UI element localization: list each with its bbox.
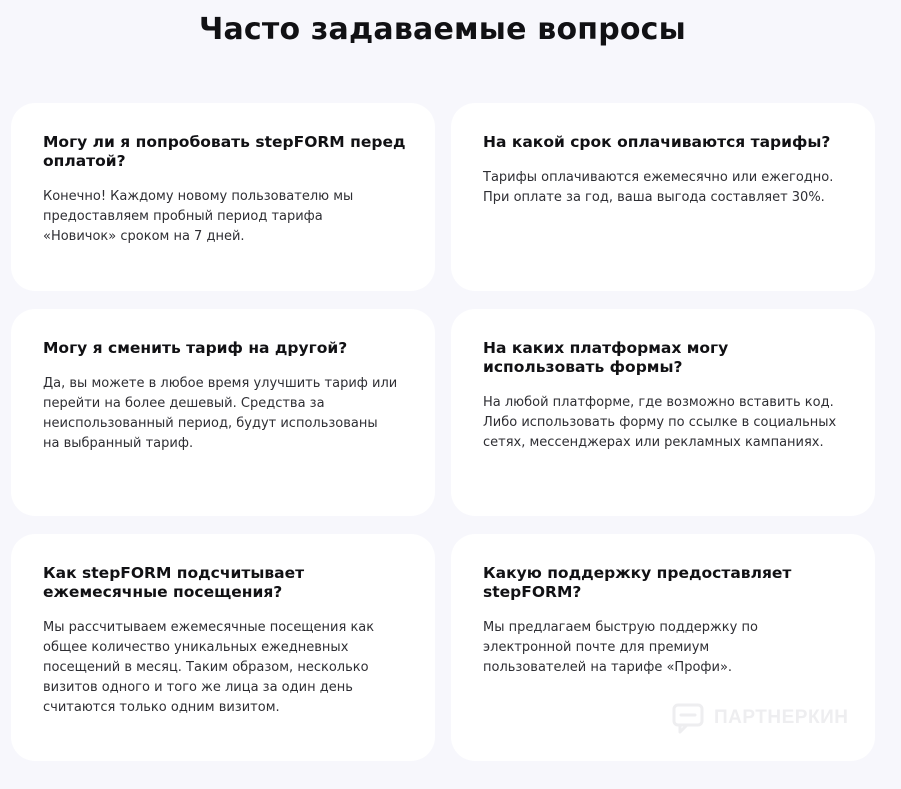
faq-question: На какой срок оплачиваются тарифы? (483, 133, 831, 151)
faq-answer: Да, вы можете в любое время улучшить тариф или перейти на более дешевый. Средства за неиспользованный период, будут использованы на выбранный тариф. (43, 376, 398, 451)
faq-card-visits-count (11, 534, 435, 761)
watermark-text: ПАРТНЕРКИН (714, 707, 849, 728)
faq-question: На каких платформах могу использовать формы? (483, 339, 729, 376)
faq-answer: Мы предлагаем быструю поддержку по электронной почте для премиум пользователей на тарифе «Профи». (483, 620, 758, 675)
page-title: Часто задаваемые вопросы (199, 12, 686, 47)
faq-question: Могу я сменить тариф на другой? (43, 339, 348, 357)
faq-card-platforms (451, 309, 875, 516)
chat-bubble-icon (670, 700, 706, 736)
faq-card-billing-period (451, 103, 875, 291)
faq-question: Как stepFORM подсчитывает ежемесячные посещения? (43, 564, 305, 601)
watermark (670, 700, 848, 736)
faq-answer: Конечно! Каждому новому пользователю мы предоставляем пробный период тарифа «Новичок» сроком на 7 дней. (43, 189, 354, 244)
faq-question: Могу ли я попробовать stepFORM перед оплатой? (43, 133, 406, 170)
faq-answer: Мы рассчитываем ежемесячные посещения как общее количество уникальных ежедневных посещений в месяц. Таким образом, несколько визитов одного и того же лица за один день считаются только одним визитом. (43, 620, 375, 715)
faq-card-free-trial (11, 103, 435, 291)
faq-answer: На любой платформе, где возможно вставить код. Либо использовать форму по ссылке в социальных сетях, мессенджерах или рекламных кампаниях. (483, 395, 837, 450)
faq-answer: Тарифы оплачиваются ежемесячно или ежегодно. При оплате за год, ваша выгода составляет 30%. (483, 170, 834, 205)
faq-question: Какую поддержку предоставляет stepFORM? (483, 564, 792, 601)
faq-card-change-plan (11, 309, 435, 516)
